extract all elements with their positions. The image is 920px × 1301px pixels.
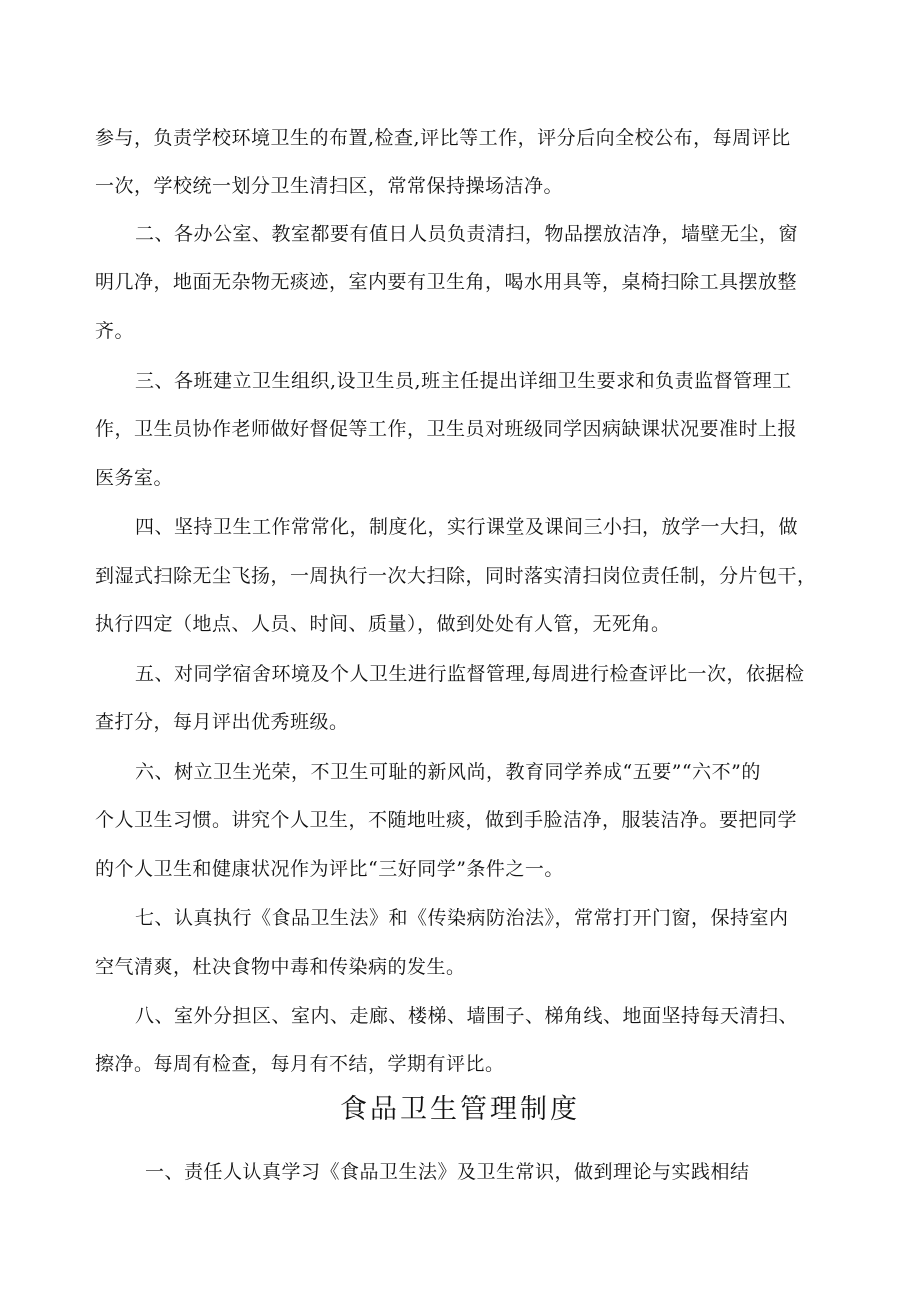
paragraph-5-line-2: 查打分，每月评出优秀班级。 bbox=[95, 711, 349, 733]
paragraph-3-line-1: 三、各班建立卫生组织,设卫生员,班主任提出详细卫生要求和负责监督管理工 bbox=[135, 370, 792, 392]
paragraph-1-line-2: 一次，学校统一划分卫生清扫区，常常保持操场洁净。 bbox=[95, 175, 564, 197]
paragraph-6-line-3: 的个人卫生和健康状况作为评比“三好同学”条件之一。 bbox=[95, 858, 564, 880]
paragraph-4-line-2: 到湿式扫除无尘飞扬，一周执行一次大扫除，同时落实清扫岗位责任制，分片包干， bbox=[95, 565, 817, 587]
paragraph-2-line-2: 明几净，地面无杂物无痰迹，室内要有卫生角，喝水用具等，桌椅扫除工具摆放整 bbox=[95, 271, 798, 293]
paragraph-6-line-1: 六、树立卫生光荣，不卫生可耻的新风尚，教育同学养成“五要”“六不”的 bbox=[135, 761, 761, 783]
paragraph-6-line-2: 个人卫生习惯。讲究个人卫生，不随地吐痰，做到手脸洁净，服装洁净。要把同学 bbox=[95, 809, 798, 831]
paragraph-3-line-3: 医务室。 bbox=[95, 467, 174, 489]
paragraph-8-line-2: 擦净。每周有检查，每月有不结，学期有评比。 bbox=[95, 1053, 505, 1075]
paragraph-5-line-1: 五、对同学宿舍环境及个人卫生进行监督管理,每周进行检查评比一次，依据检 bbox=[135, 663, 805, 685]
section-title: 食品卫生管理制度 bbox=[340, 1094, 580, 1125]
paragraph-4-line-1: 四、坚持卫生工作常常化，制度化，实行课堂及课间三小扫，放学一大扫，做 bbox=[135, 516, 799, 538]
paragraph-2-line-1: 二、各办公室、教室都要有值日人员负责清扫，物品摆放洁净，墙壁无尘，窗 bbox=[135, 223, 799, 245]
paragraph-4-line-3: 执行四定（地点、人员、时间、质量），做到处处有人管，无死角。 bbox=[95, 613, 671, 635]
paragraph-8-line-1: 八、室外分担区、室内、走廊、楼梯、墙围子、梯角线、地面坚持每天清扫、 bbox=[135, 1005, 799, 1027]
paragraph-2-line-3: 齐。 bbox=[95, 320, 135, 342]
paragraph-7-line-1: 七、认真执行《食品卫生法》和《传染病防治法》，常常打开门窗，保持室内 bbox=[135, 907, 789, 929]
section-paragraph-1-line-1: 一、责任人认真学习《食品卫生法》及卫生常识，做到理论与实践相结 bbox=[145, 1161, 750, 1183]
paragraph-7-line-2: 空气清爽，杜决食物中毒和传染病的发生。 bbox=[95, 956, 466, 978]
paragraph-1-line-1: 参与，负责学校环境卫生的布置,检查,评比等工作，评分后向全校公布，每周评比 bbox=[95, 127, 791, 149]
paragraph-3-line-2: 作，卫生员协作老师做好督促等工作，卫生员对班级同学因病缺课状况要准时上报 bbox=[95, 418, 798, 440]
